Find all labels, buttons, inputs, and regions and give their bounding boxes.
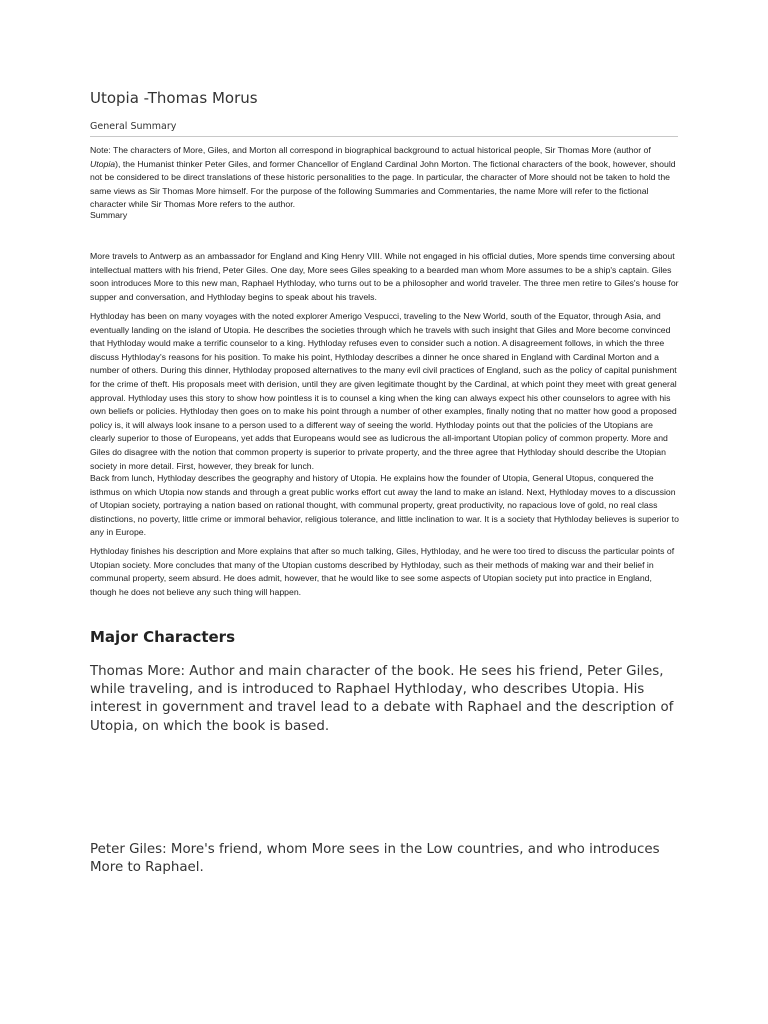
note-paragraph (90, 144, 680, 212)
summary-paragraph-3: Back from lunch, Hythloday describes the geography and history of Utopia. He explains how the founder of Utopia, General Utopus, conquered the isthmus on which Utopia now stands and through a great public works effort cut away the land to make an island. Next, Hythloday moves to a discussion of Utopian society, portraying a nation based on rational thought, with communal property, great productivity, no rapacious love of gold, no real class distinctions, no poverty, little crime or immoral behavior, religious tolerance, and little inclination to war. It is a society that Hythloday believes is superior to any in Europe. (90, 473, 679, 538)
document-title: Utopia -Thomas Morus (90, 89, 258, 107)
summary-label: Summary (90, 210, 128, 220)
note-text-start: Note: The characters of More, Giles, and Morton all correspond in biographical background to actual historical people, Sir Thomas More (author of (90, 145, 651, 155)
character-thomas-more: Thomas More: Author and main character of the book. He sees his friend, Peter Giles, while traveling, and is introduced to Raphael Hythloday, who describes Utopia. His interest in government and travel lead to a debate with Raphael and the description of Utopia, on which the book is based. (90, 664, 674, 734)
section-divider (90, 136, 678, 137)
summary-paragraph-1: More travels to Antwerp as an ambassador for England and King Henry VIII. While not engaged in his official duties, More spends time conversing about intellectual matters with his friend, Peter Giles. One day, More sees Giles speaking to a bearded man whom More assumes to be a ship's captain. Giles soon introduces More to this new man, Raphael Hythloday, who turns out to be a philosopher and world traveler. The three men retire to Giles's house for supper and conversation, and Hythloday begins to speak about his travels. (90, 251, 679, 302)
character-peter-giles: Peter Giles: More's friend, whom More sees in the Low countries, and who introduces More to Raphael. (90, 842, 660, 876)
summary-paragraph-4: Hythloday finishes his description and More explains that after so much talking, Giles, Hythloday, and he were too tired to discuss the particular points of Utopian society. More concludes that many of the Utopian customs described by Hythloday, such as their methods of making war and their belief in communal property, seem absurd. He does admit, however, that he would like to see some aspects of Utopian society put into practice in England, though he does not believe any such thing will happen. (90, 546, 675, 597)
note-text-end: ), the Humanist thinker Peter Giles, and former Chancellor of England Cardinal John Morton. The fictional characters of the book, however, should not be considered to be direct translations of these historic personalities to the page. In particular, the character of More should not be taken to hold the same views as Sir Thomas More himself. For the purpose of the following Summaries and Commentaries, the name More will refer to the fictional character while Sir Thomas More refers to the author. (90, 158, 676, 210)
summary-paragraph-2: Hythloday has been on many voyages with the noted explorer Amerigo Vespucci, traveling to the New World, south of the Equator, through Asia, and eventually landing on the island of Utopia. He describes the societies through which he travels with such insight that Giles and More become convinced that Hythloday would make a terrific counselor to a king. Hythloday refuses even to consider such a notion. A disagreement follows, in which the three discuss Hythloday's reasons for his position. To make his point, Hythloday describes a dinner he once shared in England with Cardinal Morton and a number of others. During this dinner, Hythloday proposed alternatives to the many evil civil practices of England, such as the policy of capital punishment for the crime of theft. His proposals meet with derision, until they are given legitimate thought by the Cardinal, at which point they meet with great general approval. Hythloday uses this story to show how pointless it is to counsel a king when the king can always expect his other counselors to agree with his own beliefs or policies. Hythloday then goes on to make his point through a number of other examples, finally noting that no matter how good a proposed policy is, it will always look insane to a person used to a different way of seeing the world. Hythloday points out that the policies of the Utopians are clearly superior to those of Europeans, yet adds that Europeans would see as ludicrous the all-important Utopian policy of common property. More and Giles do disagree with the notion that common property is superior to private property, and the three agree that Hythloday should describe the Utopian society in more detail. First, however, they break for lunch. (90, 311, 677, 471)
general-summary-heading: General Summary (90, 121, 177, 132)
note-book-title: Utopia (90, 158, 116, 169)
major-characters-heading: Major Characters (90, 628, 236, 646)
